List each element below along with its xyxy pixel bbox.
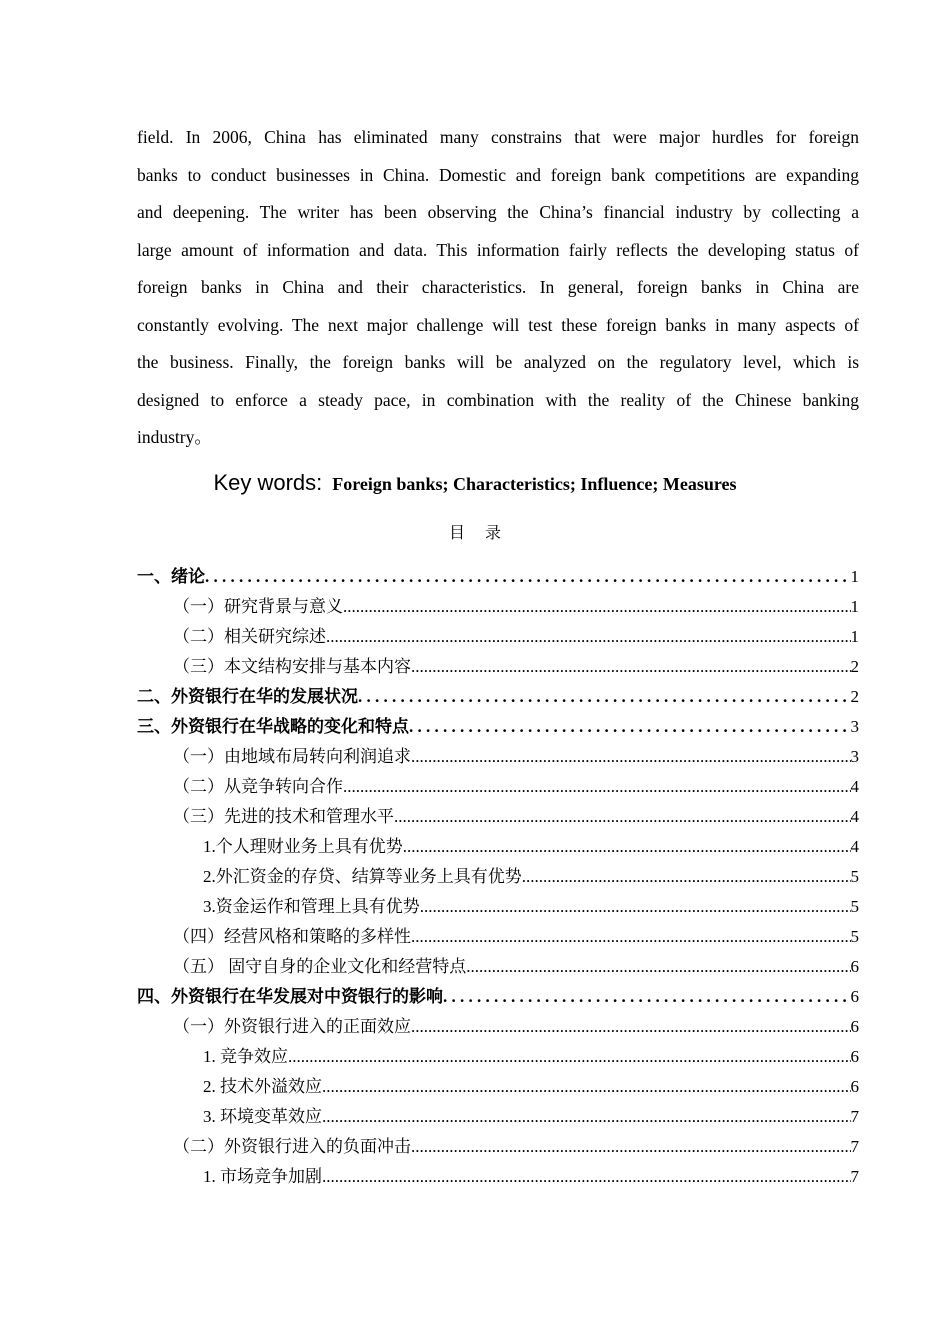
toc-leader-dots	[288, 1044, 851, 1074]
toc-entry[interactable]	[137, 714, 859, 744]
toc-entry-title: （二）从竞争转向合作	[173, 777, 343, 796]
toc-entry[interactable]	[137, 924, 859, 954]
toc-entry[interactable]	[137, 804, 859, 834]
toc-title: 目录	[448, 525, 521, 542]
toc-entry[interactable]	[137, 984, 859, 1014]
toc-entry-title: （一）由地域布局转向利润追求	[173, 747, 411, 766]
toc-entry[interactable]	[137, 1044, 859, 1074]
toc-entry[interactable]	[137, 954, 859, 984]
toc-entry[interactable]	[137, 894, 859, 924]
toc-leader-dots	[411, 744, 851, 774]
toc-entry-page: 2	[850, 657, 859, 676]
abstract-line: designed to enforce a steady pace, in combination with the reality of the Chinese banking	[137, 389, 859, 410]
toc-entry-page: 6	[850, 1047, 859, 1066]
toc-leader-dots	[326, 624, 851, 654]
toc-entry-page: 7	[850, 1167, 859, 1186]
toc-entry-page: 7	[850, 1107, 859, 1126]
toc-leader-dots	[411, 654, 851, 684]
toc-entry-page: 5	[850, 927, 859, 946]
toc-leader-dots	[466, 954, 850, 984]
toc-entry[interactable]	[137, 1134, 859, 1164]
toc-entry-title: 1.个人理财业务上具有优势	[203, 837, 403, 856]
toc-entry-page: 1	[850, 627, 859, 646]
toc-entry-page: 3	[850, 717, 859, 736]
toc-entry-page: 6	[850, 1017, 859, 1036]
keywords-value: Foreign banks; Characteristics; Influence; Measures	[332, 474, 737, 494]
toc-leader-dots	[205, 564, 847, 594]
toc-entry[interactable]	[137, 864, 859, 894]
toc-entry[interactable]	[137, 684, 859, 714]
toc-entry-page: 2	[850, 687, 859, 706]
keywords-line	[0, 470, 950, 496]
abstract-line: the business. Finally, the foreign banks will be analyzed on the regulatory level, which is	[137, 352, 859, 372]
toc-leader-dots	[409, 714, 847, 744]
toc-entry-title: 3. 环境变革效应	[203, 1107, 322, 1126]
abstract-line: and deepening. The writer has been observing the China’s financial industry by collecting a	[137, 202, 859, 222]
toc-leader-dots	[394, 804, 851, 834]
toc-entry[interactable]	[137, 1104, 859, 1134]
toc-leader-dots	[343, 774, 851, 804]
toc-entry[interactable]	[137, 1164, 859, 1194]
toc-entry-title: 一、绪论	[137, 567, 205, 586]
toc-entry-title: （三）先进的技术和管理水平	[173, 807, 394, 826]
toc-entry-page: 1	[850, 567, 859, 586]
toc-leader-dots	[522, 864, 851, 894]
abstract-line: foreign banks in China and their characteristics. In general, foreign banks in China are	[137, 277, 859, 297]
toc-leader-dots	[358, 684, 847, 714]
toc-entry-page: 4	[850, 807, 859, 826]
toc-entry-title: 1. 市场竞争加剧	[203, 1167, 322, 1186]
toc-leader-dots	[322, 1074, 851, 1104]
abstract-line: field. In 2006, China has eliminated many constrains that were major hurdles for foreign	[137, 127, 859, 147]
toc-entry[interactable]	[137, 744, 859, 774]
toc-entry[interactable]	[137, 594, 859, 624]
toc-entry[interactable]	[137, 564, 859, 594]
toc-entry-title: 四、外资银行在华发展对中资银行的影响	[137, 987, 443, 1006]
toc-entry[interactable]	[137, 834, 859, 864]
toc-leader-dots	[322, 1104, 851, 1134]
toc-entry[interactable]	[137, 1014, 859, 1044]
toc-entry-page: 6	[850, 987, 859, 1006]
toc-entry-page: 4	[850, 777, 859, 796]
toc-entry[interactable]	[137, 624, 859, 654]
toc-leader-dots	[403, 834, 851, 864]
toc-entry-page: 5	[850, 867, 859, 886]
toc-entry-title: （二）相关研究综述	[173, 627, 326, 646]
keywords-label: Key words:	[213, 470, 323, 495]
toc-entry-page: 1	[850, 597, 859, 616]
toc-entry[interactable]	[137, 654, 859, 684]
toc-entry-page: 7	[850, 1137, 859, 1156]
toc-entry-title: （五） 固守自身的企业文化和经营特点	[173, 957, 467, 976]
abstract-line: industry。	[137, 427, 212, 447]
toc-entry-title: 二、外资银行在华的发展状况	[137, 687, 358, 706]
toc-entry-page: 5	[850, 897, 859, 916]
abstract-line: banks to conduct businesses in China. Domestic and foreign bank competitions are expanding	[137, 164, 859, 185]
toc-leader-dots	[411, 1134, 851, 1164]
toc-leader-dots	[411, 924, 851, 954]
toc-leader-dots	[420, 894, 851, 924]
toc-leader-dots	[443, 984, 847, 1014]
toc-entry-title: （一）研究背景与意义	[173, 597, 343, 616]
toc-entry-title: （一）外资银行进入的正面效应	[173, 1017, 411, 1036]
toc-entry-title: 2.外汇资金的存贷、结算等业务上具有优势	[203, 867, 522, 886]
toc-leader-dots	[343, 594, 851, 624]
toc-entry-title: 2. 技术外溢效应	[203, 1077, 322, 1096]
toc-entry-page: 3	[850, 747, 859, 766]
toc-entry[interactable]	[137, 1074, 859, 1104]
abstract-line: constantly evolving. The next major challenge will test these foreign banks in many aspects of	[137, 314, 859, 335]
toc-entry-title: 3.资金运作和管理上具有优势	[203, 897, 420, 916]
toc-entry-title: 1. 竞争效应	[203, 1047, 288, 1066]
toc-leader-dots	[322, 1164, 851, 1194]
abstract-paragraph	[137, 124, 859, 462]
toc-entry[interactable]	[137, 774, 859, 804]
toc-entry-title: （二）外资银行进入的负面冲击	[173, 1137, 411, 1156]
toc-entry-title: （三）本文结构安排与基本内容	[173, 657, 411, 676]
table-of-contents	[137, 564, 859, 1194]
toc-entry-page: 4	[850, 837, 859, 856]
toc-leader-dots	[411, 1014, 851, 1044]
toc-entry-title: （四）经营风格和策略的多样性	[173, 927, 411, 946]
toc-entry-page: 6	[850, 1077, 859, 1096]
abstract-line: large amount of information and data. This information fairly reflects the developing status of	[137, 239, 859, 260]
toc-entry-title: 三、外资银行在华战略的变化和特点	[137, 717, 409, 736]
toc-entry-page: 6	[850, 957, 859, 976]
